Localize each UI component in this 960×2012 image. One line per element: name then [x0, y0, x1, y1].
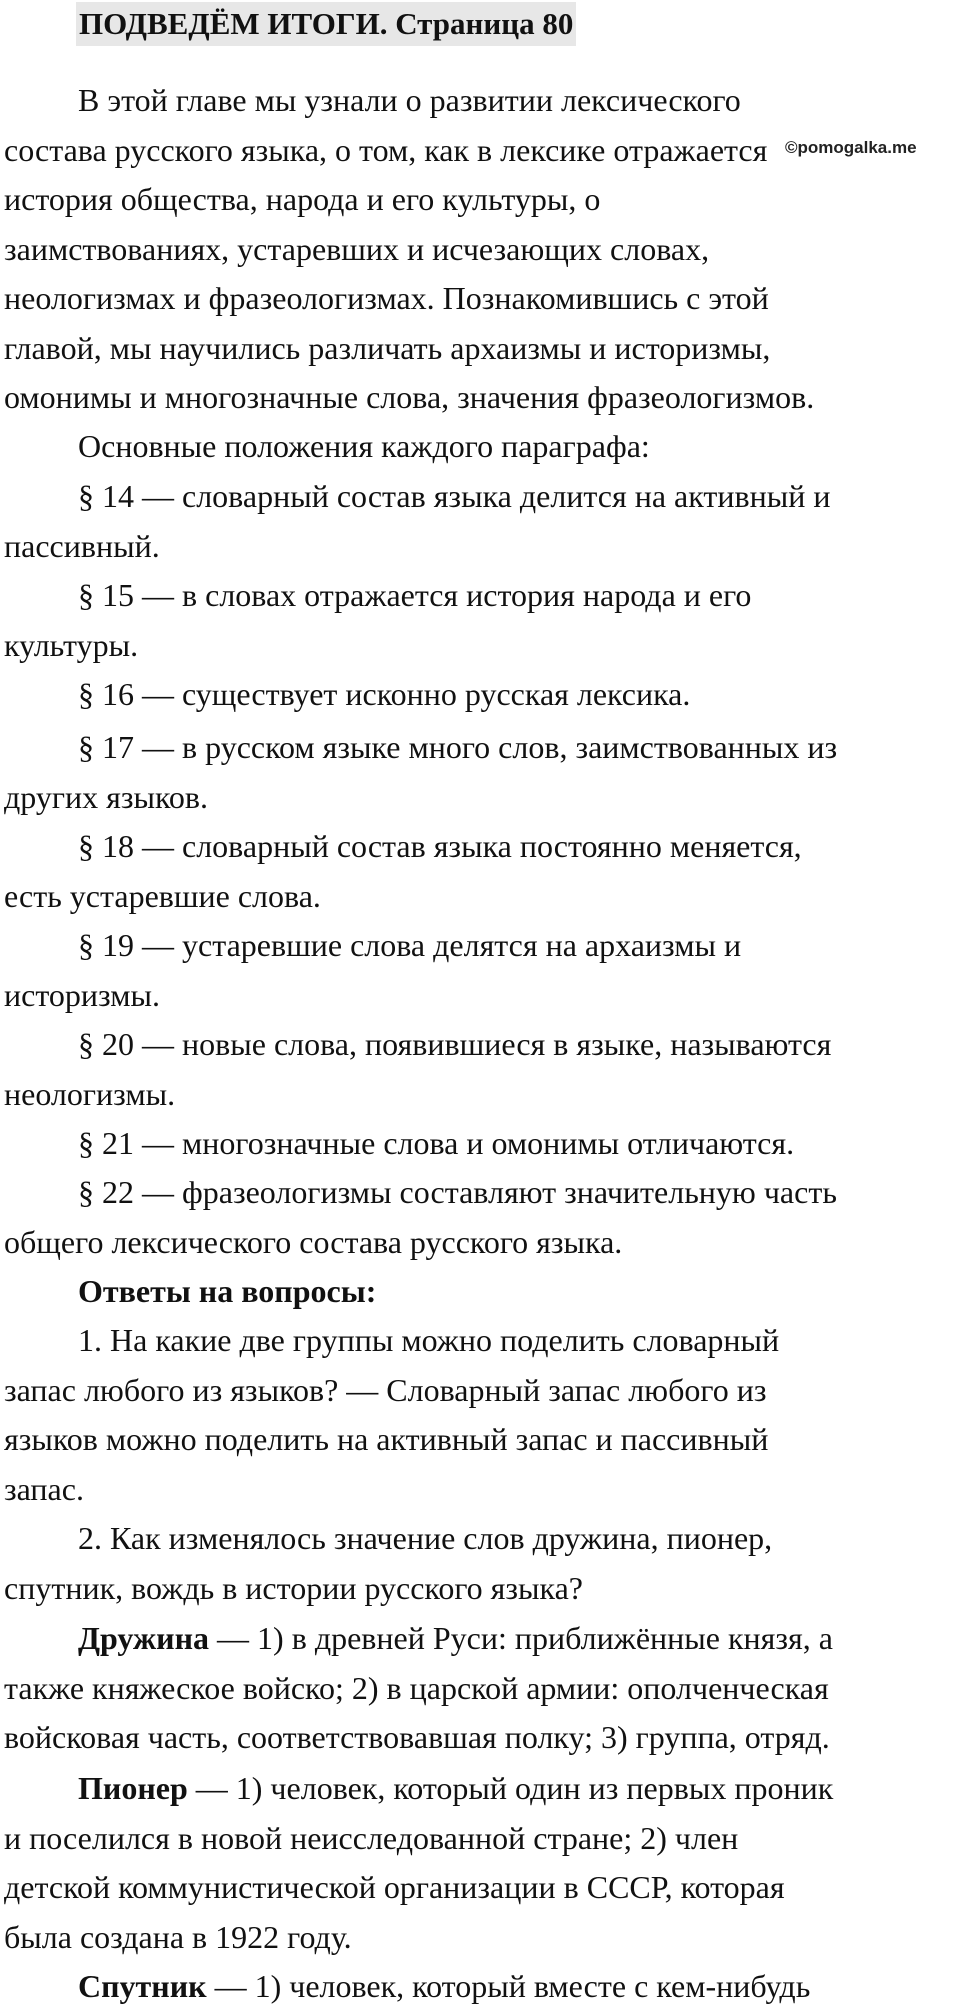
- intro-line: омонимы и многозначные слова, значения фразеологизмов.: [4, 379, 815, 415]
- question-line: языков можно поделить на активный запас и пассивный: [4, 1421, 769, 1457]
- provision-line: есть устаревшие слова.: [4, 877, 321, 914]
- definition-line: и поселился в новой неисследованной стране; 2) член: [4, 1819, 739, 1856]
- question-line: запас.: [4, 1470, 84, 1507]
- definition-text: — 1) в древней Руси: приближённые князя, а: [209, 1620, 833, 1656]
- intro-line: главой, мы научились различать архаизмы и историзмы,: [4, 329, 771, 366]
- provisions-heading-text: Основные положения каждого параграфа:: [78, 428, 650, 464]
- provision-item: [4, 723, 958, 822]
- provision-item: [4, 822, 958, 921]
- definition-line: [4, 1614, 958, 1664]
- definition-pioner: [4, 1764, 958, 1962]
- provision-line: неологизмы.: [4, 1075, 176, 1112]
- provision-line: пассивный.: [4, 527, 160, 564]
- intro-line: В этой главе мы узнали о развитии лексического: [78, 82, 741, 118]
- provision-line: § 19 — устаревшие слова делятся на архаизмы и: [78, 927, 742, 963]
- provision-line: § 16 — существует исконно русская лексика.: [78, 676, 691, 712]
- provision-line: § 14 — словарный состав языка делится на активный и: [78, 478, 831, 514]
- intro-line: неологизмах и фразеологизмах. Познакомившись с этой: [4, 280, 769, 316]
- provision-line: § 20 — новые слова, появившиеся в языке, называются: [78, 1026, 832, 1062]
- definition-term: Спутник: [78, 1968, 207, 2004]
- definition-term: Пионер: [78, 1770, 188, 1806]
- provision-line: § 18 — словарный состав языка постоянно меняется,: [78, 828, 802, 864]
- provision-item: [4, 1020, 958, 1119]
- provision-line: § 15 — в словах отражается история народа и его: [78, 577, 752, 613]
- answers-heading-text: Ответы на вопросы:: [78, 1273, 377, 1309]
- provision-item: [4, 1119, 958, 1169]
- provision-line: § 21 — многозначные слова и омонимы отличаются.: [78, 1125, 795, 1161]
- question-line: 1. На какие две группы можно поделить словарный: [78, 1322, 780, 1358]
- definition-line: войсковая часть, соответствовавшая полку; 3) группа, отряд.: [4, 1719, 830, 1755]
- provision-item: [4, 921, 958, 1020]
- provision-item: [4, 571, 958, 670]
- question-line: 2. Как изменялось значение слов дружина, пионер,: [78, 1520, 773, 1556]
- provision-item: [4, 472, 958, 571]
- intro-line: состава русского языка, о том, как в лексике отражается: [4, 131, 768, 168]
- provision-item: [4, 1168, 958, 1267]
- provision-line: общего лексического состава русского языка.: [4, 1223, 623, 1260]
- definition-line: детской коммунистической организации в СССР, которая: [4, 1869, 785, 1905]
- definition-sputnik: [4, 1962, 958, 2012]
- question-1: [4, 1316, 958, 1514]
- definition-line: [4, 1962, 958, 2012]
- watermark: ©pomogalka.me: [785, 138, 917, 157]
- provision-line: § 22 — фразеологизмы составляют значительную часть: [78, 1174, 837, 1210]
- provision-item: [4, 670, 958, 720]
- definition-line: [4, 1764, 958, 1814]
- intro-line: история общества, народа и его культуры, о: [4, 181, 601, 217]
- definition-term: Дружина: [78, 1620, 210, 1656]
- definition-line: была создана в 1922 году.: [4, 1918, 352, 1955]
- question-line: запас любого из языков? — Словарный запас любого из: [4, 1371, 767, 1408]
- page-title: ПОДВЕДЁМ ИТОГИ. Страница 80: [76, 2, 576, 46]
- provision-line: § 17 — в русском языке много слов, заимствованных из: [78, 729, 838, 765]
- intro-paragraph: [4, 76, 958, 423]
- definition-text: — 1) человек, который вместе с кем-нибудь: [206, 1968, 811, 2004]
- question-line: спутник, вождь в истории русского языка?: [4, 1569, 583, 1606]
- question-2: [4, 1514, 958, 1613]
- definition-line: также княжеское войско; 2) в царской армии: ополченческая: [4, 1669, 829, 1706]
- definition-druzhina: [4, 1614, 958, 1763]
- intro-line: заимствованиях, устаревших и исчезающих словах,: [4, 230, 710, 267]
- provisions-heading: [4, 422, 958, 472]
- provision-line: других языков.: [4, 778, 208, 815]
- provision-line: культуры.: [4, 626, 139, 663]
- answers-heading: [4, 1267, 958, 1317]
- provision-line: историзмы.: [4, 976, 160, 1013]
- definition-text: — 1) человек, который один из первых проник: [187, 1770, 834, 1806]
